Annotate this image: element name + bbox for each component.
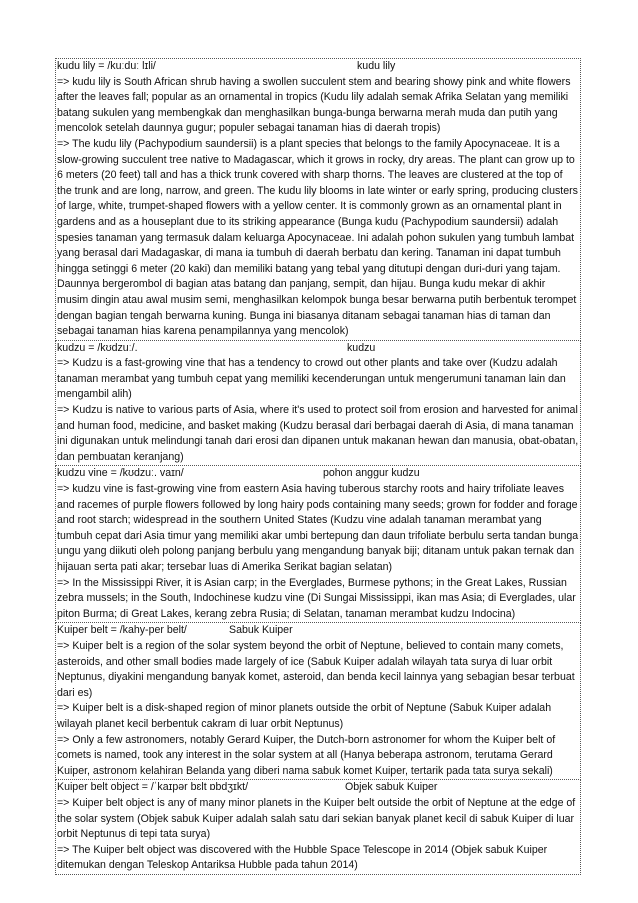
entry-term: kudzu vine = /kʊdzuː. vaɪn/ <box>57 467 184 480</box>
entry-term: Kuiper belt object = /ˈkaɪpər bɛlt ɒbdʒɪkt/ <box>57 781 249 794</box>
definition-line: => Kuiper belt object is any of many minor planets in the Kuiper belt outside the orbit of Neptune at the edge of the solar system (Objek sabuk Kuiper adalah salah satu dari sekian banyak planet kecil di sabuk Kuiper di luar orbit Neptunus di tepi tata surya) <box>57 796 576 841</box>
entry-kudu-lily <box>55 58 581 341</box>
entry-kuiper-belt-object <box>55 780 581 875</box>
definition-line: => Only a few astronomers, notably Gerard Kuiper, the Dutch-born astronomer for whom the Kuiper belt of comets is named, took any interest in the solar system at all (Hanya beberapa astronom, terutama Gerard Kuiper, astronom kelahiran Belanda yang diberi nama sabuk komet Kuiper, tertarik pada tata surya sekali) <box>57 733 556 777</box>
entry-kudzu-vine <box>55 466 581 623</box>
entry-header <box>57 780 579 796</box>
entry-header <box>57 341 579 357</box>
definition-line: => kudzu vine is fast-growing vine from eastern Asia having tuberous starchy roots and hairy trifoliate leaves and racemes of purple flowers followed by long hairy pods containing many seeds; grown for fodder and forage and root starch; widespread in the southern United States (Kudzu vine adalah tanaman merambat yang tumbuh cepat dari Asia timur yang memiliki akar umbi bertepung dan daun trifoliate berbulu serta tandan bunga ungu yang diikuti oleh polong panjang berbulu yang mengandung banyak biji; ditanam untuk pakan ternak dan hijauan serta pati akar; tersebar luas di Amerika Serikat bagian selatan) <box>57 483 579 573</box>
entry-kudzu <box>55 341 581 467</box>
glossary-page <box>55 58 581 875</box>
entry-translation: Objek sabuk Kuiper <box>345 781 438 794</box>
entry-kuiper-belt <box>55 623 581 780</box>
definition-line: => kudu lily is South African shrub having a swollen succulent stem and bearing showy pink and white flowers after the leaves fall; popular as an ornamental in tropics (Kudu lily adalah semak Afrika Selatan yang memiliki batang sukulen yang membengkak dan menghasilkan bunga-bunga berwarna merah muda dan putih yang mencolok setelah daunnya gugur; populer sebagai tanaman hias di daerah tropis) <box>57 75 571 135</box>
entry-translation: Sabuk Kuiper <box>229 624 293 637</box>
entry-header <box>57 466 579 482</box>
entry-translation: kudzu <box>347 341 376 354</box>
entry-header <box>57 59 579 75</box>
entry-term: kudzu = /kʊdzuː/. <box>57 341 138 354</box>
definition-line: => In the Mississippi River, it is Asian carp; in the Everglades, Burmese pythons; in the Great Lakes, Russian zebra mussels; in the South, Indochinese kudzu vine (Di Sungai Mississippi, ikan mas Asia; di Everglades, ular piton Burma; di Great Lakes, kerang zebra Rusia; di Selatan, tanaman merambat kudzu Indocina) <box>57 576 576 620</box>
entry-translation: kudu lily <box>357 60 396 72</box>
definition-line: => Kudzu is a fast-growing vine that has a tendency to crowd out other plants and take over (Kudzu adalah tanaman merambat yang tumbuh cepat yang memiliki kecenderungan untuk mengerumuni tanaman lain dan mengambil alih) <box>57 357 566 401</box>
entry-translation: pohon anggur kudzu <box>323 467 420 480</box>
definition-line: => Kudzu is native to various parts of Asia, where it's used to protect soil from erosion and harvested for animal and human food, medicine, and basket making (Kudzu berasal dari berbagai daerah di Asia, di mana tanaman ini digunakan untuk melindungi tanah dari erosi dan dipanen untuk makanan hewan dan manusia, obat-obatan, dan pembuatan keranjang) <box>57 404 579 463</box>
entry-term: kudu lily = /kuːduː lɪli/ <box>57 60 156 72</box>
entry-header <box>57 623 579 639</box>
entry-term: Kuiper belt = /kahy-per belt/ <box>57 624 187 637</box>
definition-line: => Kuiper belt is a disk-shaped region of minor planets outside the orbit of Neptune (Sabuk Kuiper adalah wilayah planet kecil berbentuk cakram di luar orbit Neptunus) <box>57 702 552 730</box>
definition-line: => The Kuiper belt object was discovered with the Hubble Space Telescope in 2014 (Objek sabuk Kuiper ditemukan dengan Teleskop Antariksa Hubble pada tahun 2014) <box>57 843 548 872</box>
definition-line: => The kudu lily (Pachypodium saundersii) is a plant species that belongs to the family Apocynaceae. It is a slow-growing succulent tree native to Madagascar, which it grows in rocky, dry areas. The plant can grow up to 6 meters (20 feet) tall and has a thick trunk covered with sharp thorns. The leaves are clustered at the top of the trunk and are long, narrow, and green. The kudu lily blooms in late winter or early spring, producing clusters of large, white, trumpet-shaped flowers with a yellow center. It is commonly grown as an ornamental plant in gardens and as a houseplant due to its striking appearance (Bunga kudu (Pachypodium saundersii) adalah spesies tanaman yang termasuk dalam keluarga Apocynaceae. Ini adalah pohon sukulen yang tumbuh lambat yang berasal dari Madagaskar, di mana ia tumbuh di daerah berbatu dan kering. Tanaman ini dapat tumbuh hingga setinggi 6 meter (20 kaki) dan memiliki batang yang tebal yang ditutupi dengan duri-duri yang tajam. Daunnya bergerombol di bagian atas batang dan panjang, sempit, dan hijau. Bunga kudu mekar di akhir musim dingin atau awal musim semi, menghasilkan kelompok bunga besar berwarna putih berbentuk terompet dengan bagian tengah berwarna kuning. Bunga ini biasanya ditanam sebagai tanaman hias di taman dan sebagai tanaman hias karena penampilannya yang mencolok) <box>57 137 578 338</box>
definition-line: => Kuiper belt is a region of the solar system beyond the orbit of Neptune, believed to contain many comets, asteroids, and other small bodies made largely of ice (Sabuk Kuiper adalah wilayah tata surya di luar orbit Neptunus, diyakini mengandung banyak komet, asteroid, dan benda kecil lainnya yang sebagian besar terbuat dari es) <box>57 639 575 699</box>
